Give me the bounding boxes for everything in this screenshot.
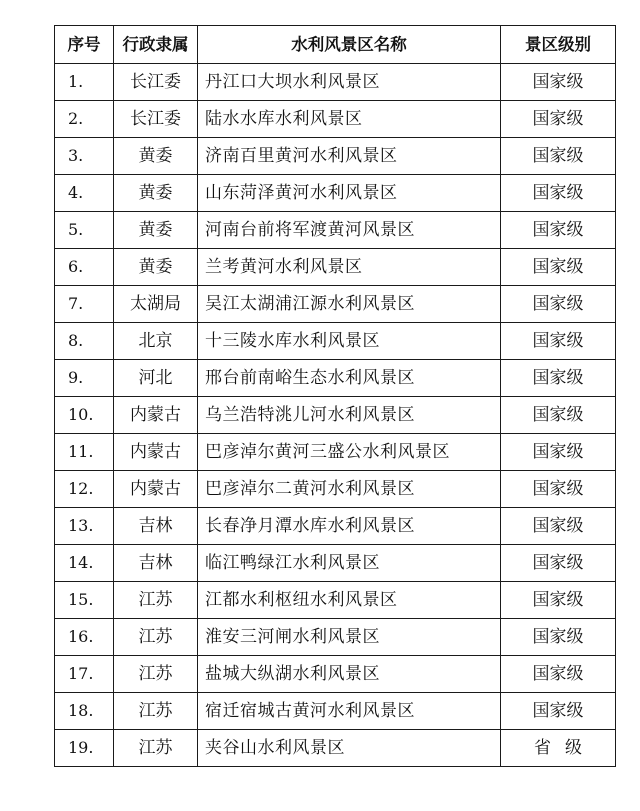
table-row <box>55 582 616 619</box>
cell-scenic-area-level: 国家级 <box>501 249 616 286</box>
cell-serial-number: 15. <box>55 582 114 619</box>
cell-serial-number: 17. <box>55 656 114 693</box>
cell-administrative-affiliation: 内蒙古 <box>114 471 198 508</box>
table-row <box>55 730 616 767</box>
cell-scenic-area-name: 十三陵水库水利风景区 <box>198 323 501 360</box>
cell-administrative-affiliation: 长江委 <box>114 64 198 101</box>
cell-serial-number: 12. <box>55 471 114 508</box>
cell-scenic-area-level: 国家级 <box>501 212 616 249</box>
header-scenic-area-level: 景区级别 <box>501 26 616 64</box>
cell-scenic-area-name: 临江鸭绿江水利风景区 <box>198 545 501 582</box>
cell-administrative-affiliation: 江苏 <box>114 693 198 730</box>
cell-scenic-area-level: 国家级 <box>501 656 616 693</box>
table-row <box>55 323 616 360</box>
table-row <box>55 286 616 323</box>
cell-serial-number: 3. <box>55 138 114 175</box>
cell-scenic-area-name: 巴彦淖尔二黄河水利风景区 <box>198 471 501 508</box>
table-row <box>55 397 616 434</box>
cell-administrative-affiliation: 河北 <box>114 360 198 397</box>
cell-scenic-area-name: 乌兰浩特洮儿河水利风景区 <box>198 397 501 434</box>
cell-administrative-affiliation: 太湖局 <box>114 286 198 323</box>
cell-scenic-area-level: 国家级 <box>501 471 616 508</box>
cell-serial-number: 10. <box>55 397 114 434</box>
cell-scenic-area-level: 国家级 <box>501 323 616 360</box>
cell-serial-number: 13. <box>55 508 114 545</box>
cell-serial-number: 11. <box>55 434 114 471</box>
cell-scenic-area-name: 丹江口大坝水利风景区 <box>198 64 501 101</box>
cell-scenic-area-level: 省级 <box>501 730 616 767</box>
cell-serial-number: 14. <box>55 545 114 582</box>
table-row <box>55 545 616 582</box>
table-row <box>55 360 616 397</box>
table-row <box>55 693 616 730</box>
cell-serial-number: 2. <box>55 101 114 138</box>
table-row <box>55 434 616 471</box>
cell-scenic-area-name: 兰考黄河水利风景区 <box>198 249 501 286</box>
cell-administrative-affiliation: 内蒙古 <box>114 434 198 471</box>
cell-administrative-affiliation: 江苏 <box>114 619 198 656</box>
cell-scenic-area-level: 国家级 <box>501 64 616 101</box>
cell-scenic-area-level: 国家级 <box>501 508 616 545</box>
cell-serial-number: 4. <box>55 175 114 212</box>
cell-scenic-area-level: 国家级 <box>501 286 616 323</box>
cell-scenic-area-level: 国家级 <box>501 545 616 582</box>
table-row <box>55 619 616 656</box>
cell-administrative-affiliation: 吉林 <box>114 508 198 545</box>
table-row <box>55 656 616 693</box>
table-row <box>55 175 616 212</box>
table-row <box>55 249 616 286</box>
cell-scenic-area-level: 国家级 <box>501 397 616 434</box>
scenic-area-table <box>54 25 616 767</box>
cell-scenic-area-name: 江都水利枢纽水利风景区 <box>198 582 501 619</box>
cell-administrative-affiliation: 内蒙古 <box>114 397 198 434</box>
cell-administrative-affiliation: 江苏 <box>114 656 198 693</box>
cell-administrative-affiliation: 长江委 <box>114 101 198 138</box>
cell-scenic-area-name: 巴彦淖尔黄河三盛公水利风景区 <box>198 434 501 471</box>
cell-administrative-affiliation: 黄委 <box>114 138 198 175</box>
cell-administrative-affiliation: 江苏 <box>114 730 198 767</box>
header-administrative-affiliation: 行政隶属 <box>114 26 198 64</box>
table-row <box>55 212 616 249</box>
cell-administrative-affiliation: 江苏 <box>114 582 198 619</box>
cell-serial-number: 7. <box>55 286 114 323</box>
header-row <box>55 26 616 64</box>
cell-serial-number: 5. <box>55 212 114 249</box>
table-row <box>55 64 616 101</box>
table-row <box>55 508 616 545</box>
header-serial-number: 序号 <box>55 26 114 64</box>
cell-scenic-area-name: 夹谷山水利风景区 <box>198 730 501 767</box>
cell-serial-number: 19. <box>55 730 114 767</box>
cell-serial-number: 8. <box>55 323 114 360</box>
cell-scenic-area-name: 盐城大纵湖水利风景区 <box>198 656 501 693</box>
cell-scenic-area-name: 济南百里黄河水利风景区 <box>198 138 501 175</box>
cell-serial-number: 9. <box>55 360 114 397</box>
cell-scenic-area-name: 山东菏泽黄河水利风景区 <box>198 175 501 212</box>
cell-scenic-area-level: 国家级 <box>501 619 616 656</box>
table-row <box>55 471 616 508</box>
cell-serial-number: 1. <box>55 64 114 101</box>
cell-administrative-affiliation: 黄委 <box>114 212 198 249</box>
cell-administrative-affiliation: 黄委 <box>114 249 198 286</box>
cell-serial-number: 6. <box>55 249 114 286</box>
table-row <box>55 101 616 138</box>
cell-scenic-area-name: 淮安三河闸水利风景区 <box>198 619 501 656</box>
cell-scenic-area-level: 国家级 <box>501 693 616 730</box>
cell-scenic-area-level: 国家级 <box>501 175 616 212</box>
cell-serial-number: 18. <box>55 693 114 730</box>
cell-administrative-affiliation: 黄委 <box>114 175 198 212</box>
cell-administrative-affiliation: 北京 <box>114 323 198 360</box>
cell-scenic-area-name: 邢台前南峪生态水利风景区 <box>198 360 501 397</box>
cell-serial-number: 16. <box>55 619 114 656</box>
cell-scenic-area-level: 国家级 <box>501 434 616 471</box>
cell-scenic-area-name: 河南台前将军渡黄河风景区 <box>198 212 501 249</box>
cell-administrative-affiliation: 吉林 <box>114 545 198 582</box>
cell-scenic-area-name: 吴江太湖浦江源水利风景区 <box>198 286 501 323</box>
table-row <box>55 138 616 175</box>
cell-scenic-area-name: 陆水水库水利风景区 <box>198 101 501 138</box>
cell-scenic-area-level: 国家级 <box>501 101 616 138</box>
header-scenic-area-name: 水利风景区名称 <box>198 26 501 64</box>
cell-scenic-area-name: 宿迁宿城古黄河水利风景区 <box>198 693 501 730</box>
cell-scenic-area-name: 长春净月潭水库水利风景区 <box>198 508 501 545</box>
cell-scenic-area-level: 国家级 <box>501 582 616 619</box>
cell-scenic-area-level: 国家级 <box>501 138 616 175</box>
cell-scenic-area-level: 国家级 <box>501 360 616 397</box>
